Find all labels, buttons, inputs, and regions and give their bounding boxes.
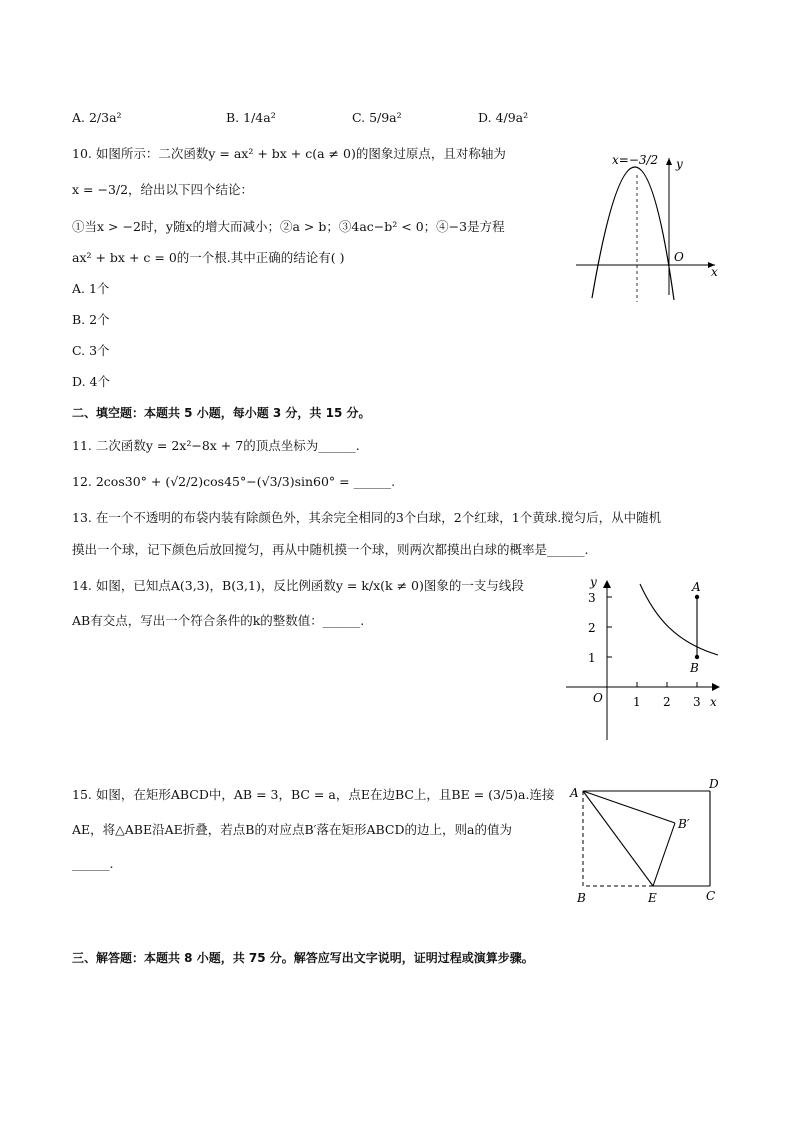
option-d: D. 4/9a² xyxy=(478,110,529,125)
rectangle-fold-figure xyxy=(565,775,725,910)
origin-label: O xyxy=(674,250,684,264)
label-b: B xyxy=(690,661,699,675)
fold-line-ae xyxy=(583,791,653,886)
q13-line-1: 13. 在一个不透明的布袋内装有除颜色外，其余完全相同的3个白球，2个红球，1个黄球.搅匀后，从中随机 xyxy=(72,510,662,525)
x-tick-1: 1 xyxy=(633,695,641,709)
label-c: C xyxy=(706,889,716,903)
q13-line-2: 摸出一个球，记下颜色后放回搅匀，再从中随机摸一个球，则两次都摸出白球的概率是______. xyxy=(72,542,589,557)
q10-line-1: 10. 如图所示：二次函数y = ax² + bx + c(a ≠ 0)的图象过原点，且对称轴为 xyxy=(72,146,506,161)
y-axis-arrow-icon xyxy=(666,158,672,165)
parabola-graph xyxy=(570,140,730,305)
q10-option-a: A. 1个 xyxy=(72,281,110,296)
q12: 12. 2cos30° + (√2/2)cos45°−(√3/3)sin60° = ______. xyxy=(72,474,396,489)
x-label: x xyxy=(710,695,717,709)
q11: 11. 二次函数y = 2x²−8x + 7的顶点坐标为______. xyxy=(72,438,360,453)
x-label: x xyxy=(711,265,718,279)
point-a xyxy=(695,595,699,599)
q10-option-d: D. 4个 xyxy=(72,374,110,389)
label-a: A xyxy=(692,580,701,594)
q10-line-2: x = −3/2，给出以下四个结论： xyxy=(72,182,254,197)
q10-line-4: ax² + bx + c = 0的一个根.其中正确的结论有( ) xyxy=(72,250,345,265)
q14-line-1: 14. 如图，已知点A(3,3)，B(3,1)，反比例函数y = k/x(k ≠ 0)图象的一支与线段 xyxy=(72,578,524,593)
y-label: y xyxy=(676,157,683,171)
q10-line-3: ①当x > −2时，y随x的增大而减小；②a > b；③4ac−b² < 0；④−3是方程 xyxy=(72,219,505,234)
point-b xyxy=(695,655,699,659)
q15-line-3: ______. xyxy=(72,856,114,871)
section-3-heading: 三、解答题：本题共 8 小题，共 75 分。解答应写出文字说明，证明过程或演算步骤。 xyxy=(72,951,534,965)
y-axis-arrow-icon xyxy=(603,580,611,588)
label-d: D xyxy=(709,777,719,791)
x-axis-arrow-icon xyxy=(712,683,720,691)
section-2-heading: 二、填空题：本题共 5 小题，每小题 3 分，共 15 分。 xyxy=(72,406,371,420)
x-tick-3: 3 xyxy=(693,695,701,709)
label-e: E xyxy=(648,891,657,905)
x-tick-2: 2 xyxy=(663,695,671,709)
hyperbola-curve xyxy=(640,584,718,655)
option-b: B. 1/4a² xyxy=(226,110,276,125)
label-b: B xyxy=(577,891,586,905)
origin-label: O xyxy=(593,691,603,705)
y-tick-2: 2 xyxy=(588,621,596,635)
option-c: C. 5/9a² xyxy=(352,110,402,125)
label-a: A xyxy=(570,786,579,800)
q14-line-2: AB有交点，写出一个符合条件的k的整数值：______. xyxy=(72,613,365,628)
q15-line-2: AE，将△ABE沿AE折叠，若点B的对应点B′落在矩形ABCD的边上，则a的值为 xyxy=(72,822,512,837)
y-label: y xyxy=(590,575,597,589)
y-tick-1: 1 xyxy=(588,651,596,665)
q10-option-c: C. 3个 xyxy=(72,343,110,358)
symmetry-label: x=−3/2 xyxy=(612,153,659,167)
q10-option-b: B. 2个 xyxy=(72,312,110,327)
label-b-prime: B′ xyxy=(678,817,690,831)
q15-line-1: 15. 如图，在矩形ABCD中，AB = 3，BC = a，点E在边BC上，且BE = (3/5)a.连接 xyxy=(72,787,555,802)
inverse-function-graph xyxy=(560,572,730,744)
option-a: A. 2/3a² xyxy=(72,110,122,125)
parabola-curve xyxy=(592,167,674,300)
y-tick-3: 3 xyxy=(588,591,596,605)
